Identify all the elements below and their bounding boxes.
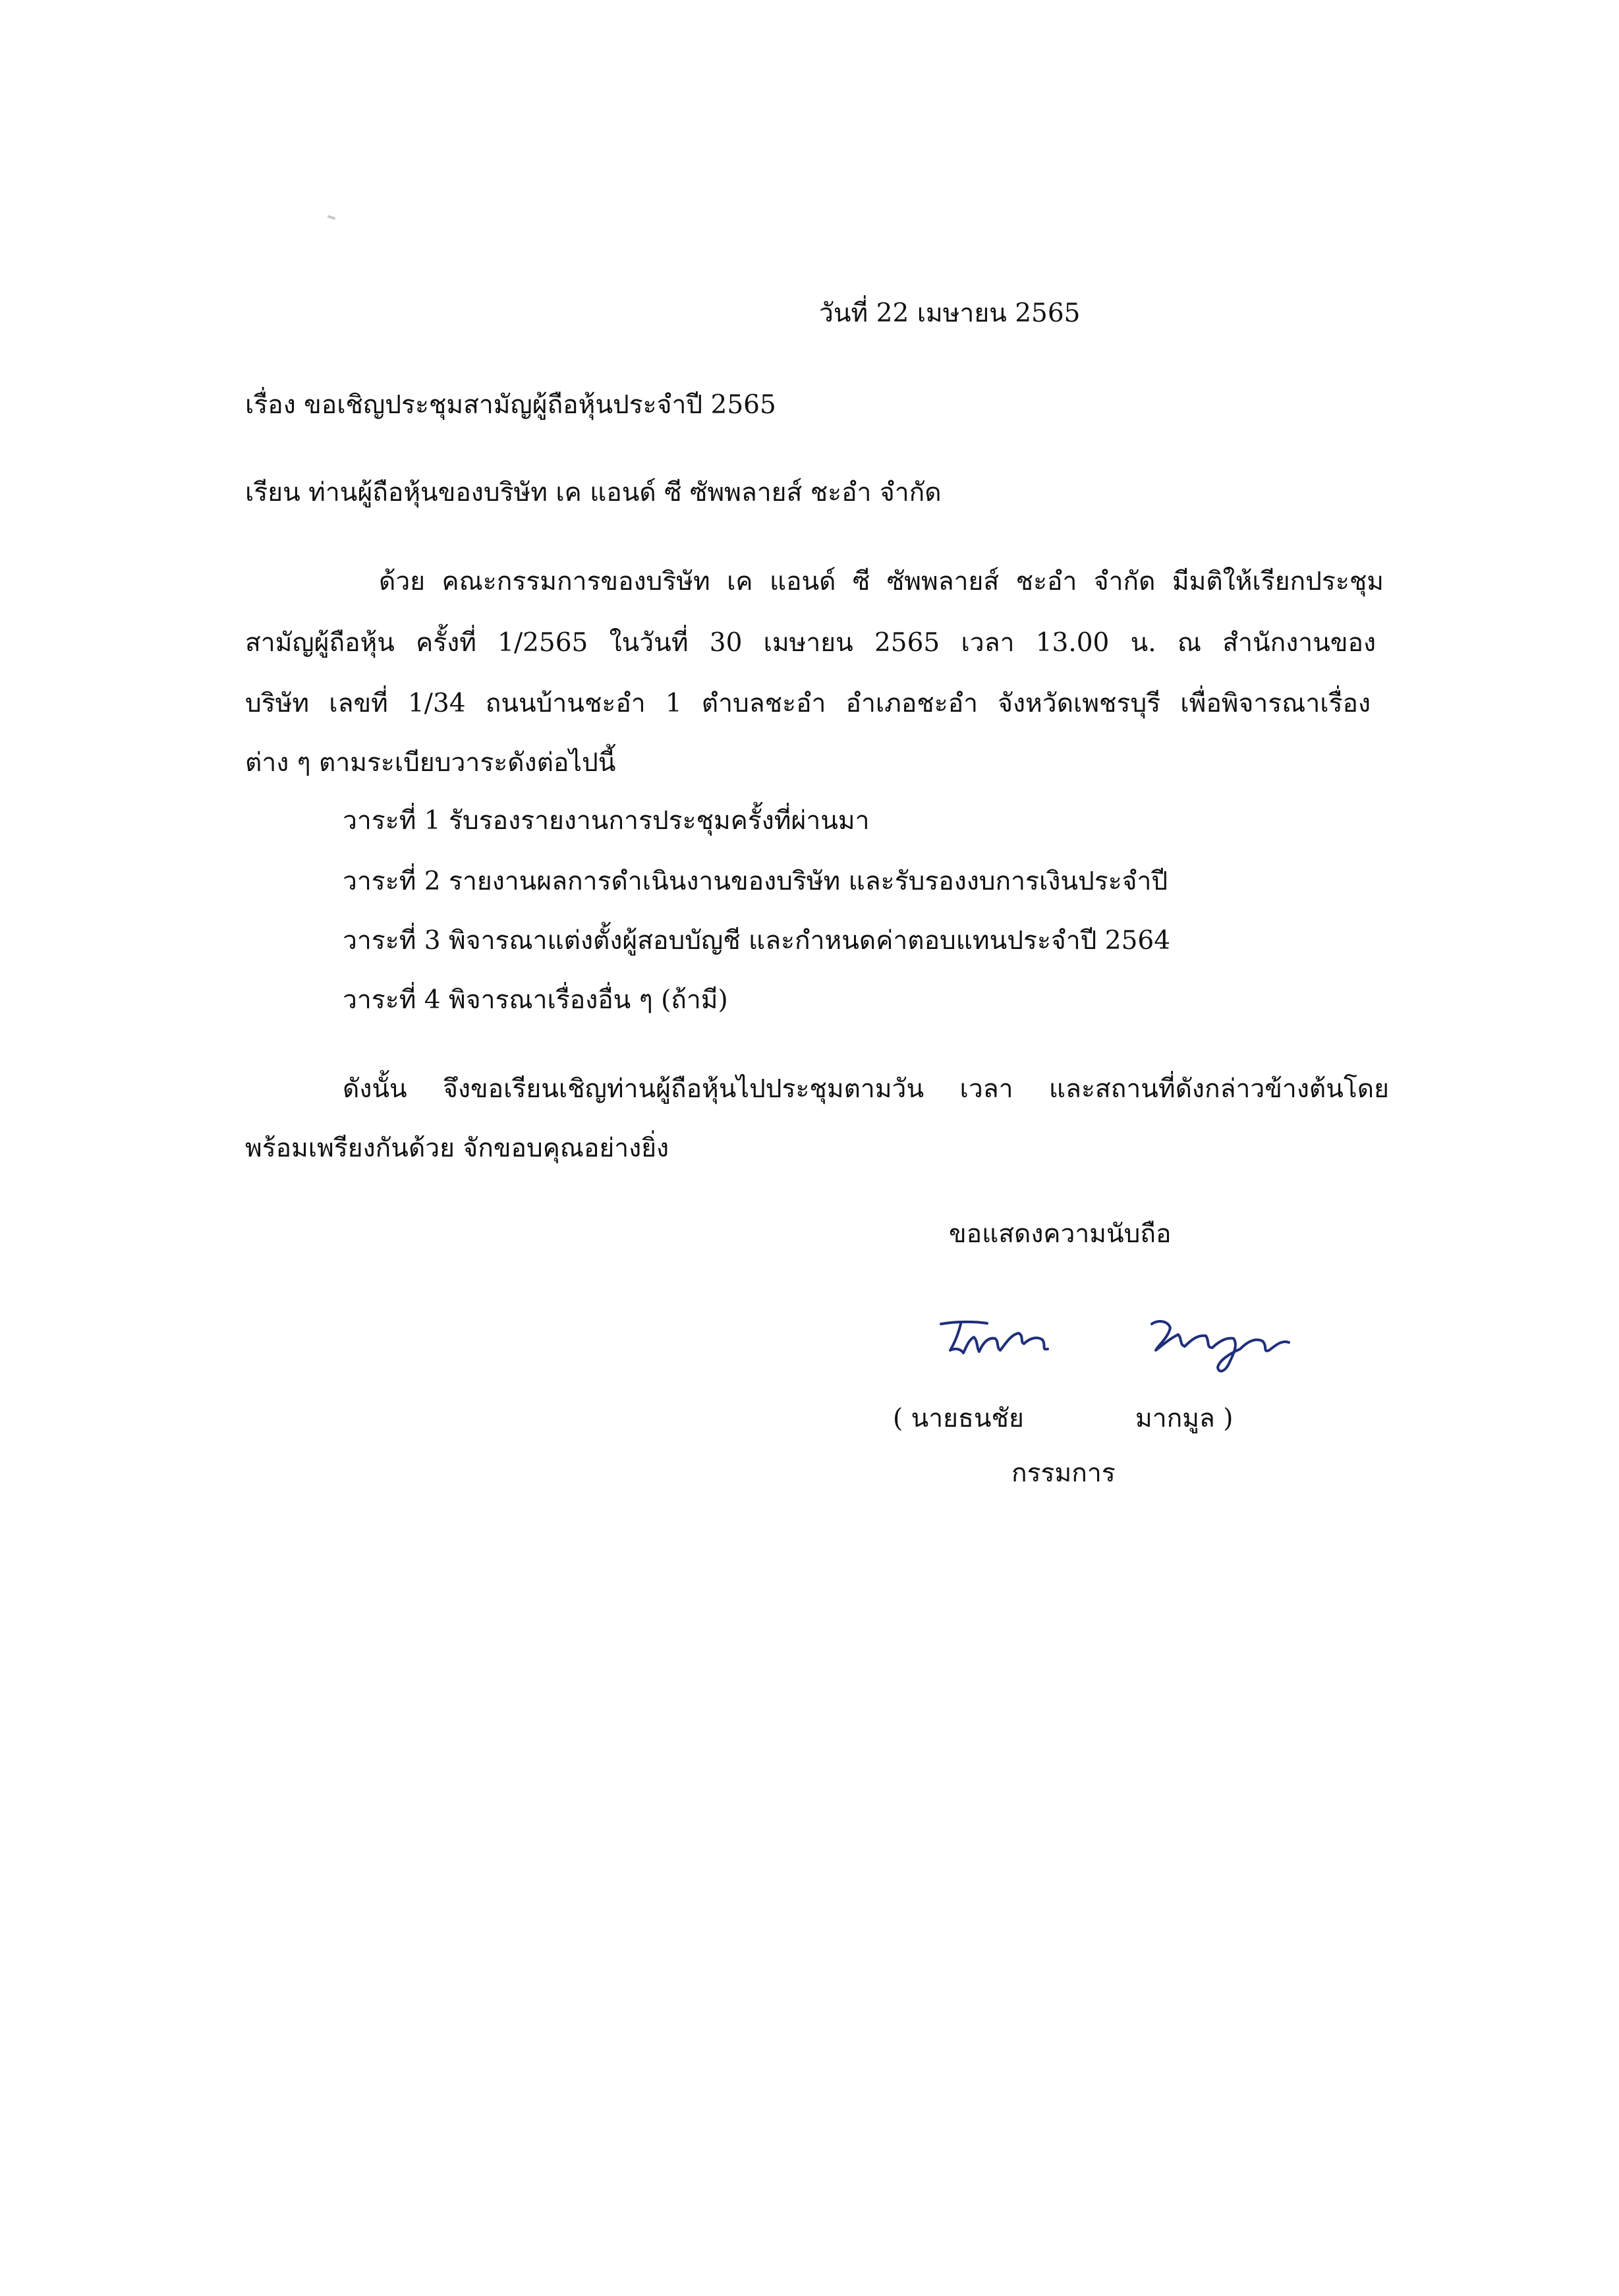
- body-line-4: ต่าง ๆ ตามระเบียบวาระดังต่อไปนี้: [245, 748, 616, 778]
- signer-name-open: ( นายธนชัย: [893, 1404, 1024, 1433]
- agenda-item-1: วาระที่ 1 รับรองรายงานการประชุมครั้งที่ผ่านมา: [343, 806, 870, 836]
- agenda-item-3: วาระที่ 3 พิจารณาแต่งตั้งผู้สอบบัญชี และกำหนดค่าตอบแทนประจำปี 2564: [343, 926, 1171, 956]
- letter-recipient: เรียน ท่านผู้ถือหุ้นของบริษัท เค แอนด์ ซี ซัพพลายส์ ชะอำ จำกัด: [245, 478, 942, 507]
- signer-name-close: มากมูล ): [1135, 1404, 1234, 1433]
- agenda-item-2: วาระที่ 2 รายงานผลการดำเนินงานของบริษัท และรับรองงบการเงินประจำปี: [343, 867, 1168, 896]
- letter-subject: เรื่อง ขอเชิญประชุมสามัญผู้ถือหุ้นประจำปี 2565: [245, 390, 776, 420]
- scan-speck: [327, 215, 336, 220]
- letter-date: วันที่ 22 เมษายน 2565: [819, 299, 1081, 328]
- body-line-2: สามัญผู้ถือหุ้น ครั้งที่ 1/2565 ในวันที่ 30 เมษายน 2565 เวลา 13.00 น. ณ สำนักงานของ: [245, 628, 1376, 658]
- closing-line-1: ดังนั้น จึงขอเรียนเชิญท่านผู้ถือหุ้นไปประชุมตามวัน เวลา และสถานที่ดังกล่าวข้างต้นโดย: [343, 1074, 1389, 1104]
- closing-line-2: พร้อมเพรียงกันด้วย จักขอบคุณอย่างยิ่ง: [245, 1134, 669, 1163]
- handwritten-signature: [936, 1302, 1305, 1387]
- closing-greeting: ขอแสดงความนับถือ: [949, 1219, 1172, 1249]
- agenda-item-4: วาระที่ 4 พิจารณาเรื่องอื่น ๆ (ถ้ามี): [343, 985, 728, 1015]
- signer-position: กรรมการ: [1011, 1458, 1116, 1488]
- body-line-1: ด้วย คณะกรรมการของบริษัท เค แอนด์ ซี ซัพพลายส์ ชะอำ จำกัด มีมติให้เรียกประชุม: [379, 567, 1384, 596]
- body-line-3: บริษัท เลขที่ 1/34 ถนนบ้านชะอำ 1 ตำบลชะอำ อำเภอชะอำ จังหวัดเพชรบุรี เพื่อพิจารณาเรื่อง: [245, 689, 1371, 718]
